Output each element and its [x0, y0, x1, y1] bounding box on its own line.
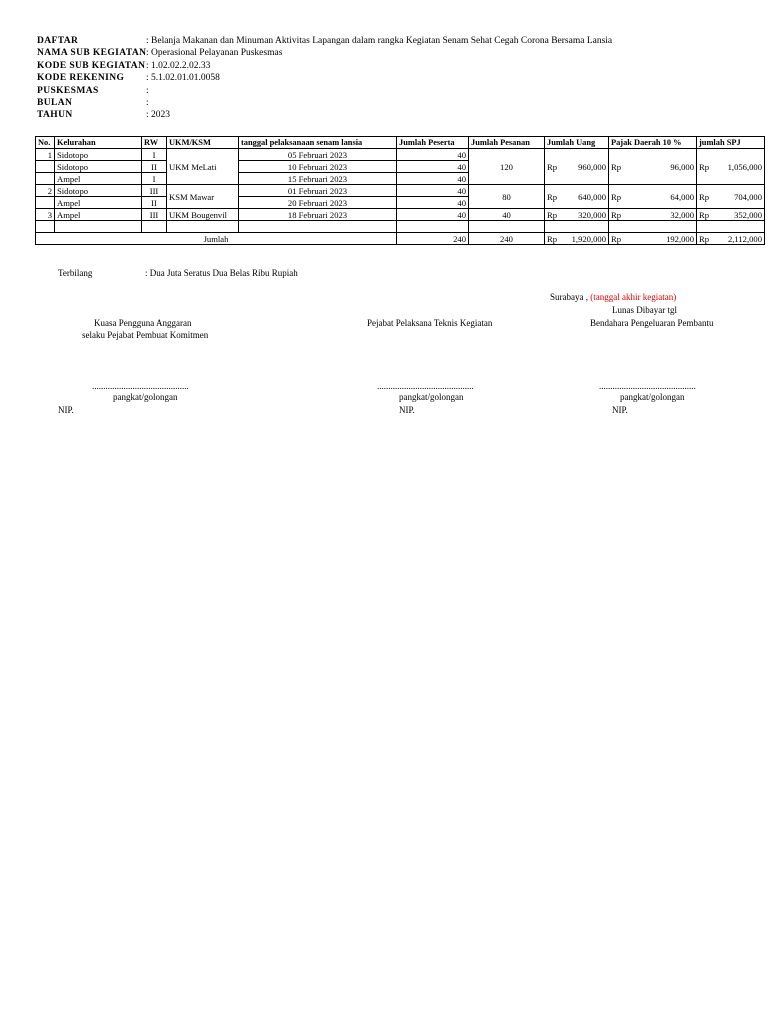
spj-cell — [697, 185, 765, 209]
table-row — [36, 209, 765, 221]
header-label: DAFTAR — [37, 36, 79, 46]
amount-cell-amount: 960,000 — [578, 161, 606, 172]
row-number — [36, 197, 55, 209]
right-rank: pangkat/golongan — [620, 392, 685, 402]
spj-cell-amount: 1,056,000 — [727, 161, 762, 172]
spj-cell-wrap — [699, 192, 762, 202]
date-placeholder: (tanggal akhir kegiatan) — [590, 292, 677, 302]
currency-symbol: Rp — [611, 233, 622, 244]
date-cell: 01 Februari 2023 — [239, 185, 397, 197]
column-header: Pajak Daerah 10 % — [609, 137, 697, 149]
rw-cell: III — [142, 185, 167, 197]
orders-cell: 120 — [469, 149, 545, 185]
header-value: : — [146, 98, 149, 109]
table-header-row — [36, 137, 765, 149]
total-orders: 240 — [469, 233, 545, 245]
currency-symbol: Rp — [611, 209, 622, 220]
header-value: : 5.1.02.01.01.0058 — [146, 73, 220, 84]
right-nip: NIP. — [612, 405, 628, 415]
terbilang-label: Terbilang — [58, 268, 93, 278]
kelurahan-cell: Ampel — [55, 173, 142, 185]
right-name-line: ........................................... — [599, 381, 696, 391]
kelurahan-cell: Sidotopo — [55, 149, 142, 161]
tax-cell — [609, 185, 697, 209]
amount-cell — [545, 149, 609, 185]
amount-cell-wrap — [547, 162, 606, 172]
header-label: BULAN — [37, 98, 73, 109]
amount-cell-amount: 640,000 — [578, 191, 606, 202]
tax-cell-wrap — [611, 192, 694, 202]
middle-nip: NIP. — [399, 405, 415, 415]
row-number — [36, 173, 55, 185]
rw-cell: II — [142, 197, 167, 209]
tax-cell — [609, 149, 697, 185]
blank-cell — [55, 221, 142, 233]
left-nip: NIP. — [58, 405, 74, 415]
kelurahan-cell: Sidotopo — [55, 161, 142, 173]
blank-cell — [239, 221, 397, 233]
date-cell: 05 Februari 2023 — [239, 149, 397, 161]
table-body — [36, 149, 765, 245]
blank-cell — [469, 221, 545, 233]
orders-cell: 40 — [469, 209, 545, 221]
currency-symbol: Rp — [699, 233, 710, 244]
rw-cell: I — [142, 173, 167, 185]
left-rank: pangkat/golongan — [113, 392, 178, 402]
date-cell: 18 Februari 2023 — [239, 209, 397, 221]
column-header: tanggal pelaksanaan senam lansia — [239, 137, 397, 149]
header-row — [37, 85, 612, 97]
total-amount-amount: 1,920,000 — [571, 233, 606, 244]
total-tax-wrap — [611, 234, 694, 244]
kelurahan-cell: Ampel — [55, 197, 142, 209]
header-row — [37, 97, 612, 109]
total-participants: 240 — [397, 233, 469, 245]
header-label: KODE REKENING — [37, 73, 125, 84]
total-tax-amount: 192,000 — [666, 233, 694, 244]
currency-symbol: Rp — [699, 209, 710, 220]
header-value: : Operasional Pelayanan Puskesmas — [146, 48, 283, 59]
total-label: Jumlah — [36, 233, 397, 245]
place-date — [550, 291, 676, 304]
column-header: Jumlah Pesanan — [469, 137, 545, 149]
header-value: : — [146, 85, 149, 96]
currency-symbol: Rp — [699, 161, 710, 172]
participants-cell: 40 — [397, 209, 469, 221]
currency-symbol: Rp — [611, 161, 622, 172]
participants-cell: 40 — [397, 197, 469, 209]
rw-cell: III — [142, 209, 167, 221]
ukm-cell: UKM MeLati — [167, 149, 239, 185]
left-signatory-subtitle: selaku Pejabat Pembuat Komitmen — [82, 330, 209, 340]
header-row — [37, 72, 612, 84]
total-amount-wrap — [547, 234, 606, 244]
spj-cell-wrap — [699, 162, 762, 172]
tax-cell-amount: 96,000 — [670, 161, 694, 172]
header-row — [37, 47, 612, 59]
header-label: NAMA SUB KEGIATAN — [37, 48, 147, 59]
amount-cell — [545, 185, 609, 209]
participants-cell: 40 — [397, 173, 469, 185]
row-number: 2 — [36, 185, 55, 197]
amount-cell-amount: 320,000 — [578, 209, 606, 220]
currency-symbol: Rp — [547, 209, 558, 220]
terbilang-value: : Dua Juta Seratus Dua Belas Ribu Rupiah — [145, 268, 298, 278]
total-amount — [545, 233, 609, 245]
header-value: : 2023 — [146, 110, 171, 121]
left-name-line: ........................................... — [92, 381, 189, 391]
currency-symbol: Rp — [547, 161, 558, 172]
total-row — [36, 233, 765, 245]
paid-note: Lunas Dibayar tgl — [612, 305, 677, 315]
kelurahan-cell: Sidotopo — [55, 185, 142, 197]
blank-cell — [697, 221, 765, 233]
blank-cell — [397, 221, 469, 233]
orders-cell: 80 — [469, 185, 545, 209]
currency-symbol: Rp — [547, 233, 558, 244]
blank-cell — [545, 221, 609, 233]
table-row — [36, 185, 765, 197]
date-cell: 20 Februari 2023 — [239, 197, 397, 209]
tax-cell — [609, 209, 697, 221]
participant-table — [35, 136, 765, 245]
ukm-cell: UKM Bougenvil — [167, 209, 239, 221]
participants-cell: 40 — [397, 161, 469, 173]
row-number: 1 — [36, 149, 55, 161]
amount-cell-wrap — [547, 210, 606, 220]
rw-cell: II — [142, 161, 167, 173]
row-number — [36, 161, 55, 173]
total-tax — [609, 233, 697, 245]
header-label: PUSKESMAS — [37, 85, 99, 96]
header-label: TAHUN — [37, 110, 73, 121]
ukm-cell: KSM Mawar — [167, 185, 239, 209]
blank-cell — [36, 221, 55, 233]
header-value: : Belanja Makanan dan Minuman Aktivitas Lapangan dalam rangka Kegiatan Senam Sehat Cegah Corona Bersama Lansia — [146, 36, 613, 46]
column-header: Jumlah Peserta — [397, 137, 469, 149]
kelurahan-cell: Ampel — [55, 209, 142, 221]
city-text: Surabaya , — [550, 292, 588, 302]
blank-cell — [167, 221, 239, 233]
currency-symbol: Rp — [611, 191, 622, 202]
header-row — [37, 60, 612, 72]
blank-row — [36, 221, 765, 233]
column-header: Jumlah Uang — [545, 137, 609, 149]
document-header — [37, 35, 612, 122]
row-number: 3 — [36, 209, 55, 221]
tax-cell-amount: 64,000 — [670, 191, 694, 202]
blank-cell — [142, 221, 167, 233]
participants-cell: 40 — [397, 185, 469, 197]
tax-cell-amount: 32,000 — [670, 209, 694, 220]
column-header: RW — [142, 137, 167, 149]
amount-cell — [545, 209, 609, 221]
blank-cell — [609, 221, 697, 233]
spj-cell-amount: 704,000 — [734, 191, 762, 202]
participants-cell: 40 — [397, 149, 469, 161]
column-header: UKM/KSM — [167, 137, 239, 149]
left-signatory-title: Kuasa Pengguna Anggaran — [94, 318, 192, 328]
date-cell: 10 Februari 2023 — [239, 161, 397, 173]
total-spj-wrap — [699, 234, 762, 244]
date-cell: 15 Februari 2023 — [239, 173, 397, 185]
right-signatory-title: Bendahara Pengeluaran Pembantu — [590, 318, 714, 328]
table-row — [36, 149, 765, 161]
currency-symbol: Rp — [699, 191, 710, 202]
header-label: KODE SUB KEGIATAN — [37, 60, 146, 71]
rw-cell: I — [142, 149, 167, 161]
header-row — [37, 35, 612, 47]
currency-symbol: Rp — [547, 191, 558, 202]
tax-cell-wrap — [611, 210, 694, 220]
tax-cell-wrap — [611, 162, 694, 172]
column-header: Kelurahan — [55, 137, 142, 149]
total-spj-amount: 2,112,000 — [727, 233, 762, 244]
spj-cell — [697, 149, 765, 185]
total-spj — [697, 233, 765, 245]
column-header: No. — [36, 137, 55, 149]
header-value: : 1.02.02.2.02.33 — [146, 60, 211, 71]
middle-name-line: ........................................... — [377, 381, 474, 391]
spj-cell-wrap — [699, 210, 762, 220]
column-header: jumlah SPJ — [697, 137, 765, 149]
middle-rank: pangkat/golongan — [399, 392, 464, 402]
middle-signatory-title: Pejabat Pelaksana Teknis Kegiatan — [367, 318, 493, 328]
header-row — [37, 109, 612, 121]
spj-cell-amount: 352,000 — [734, 209, 762, 220]
amount-cell-wrap — [547, 192, 606, 202]
spj-cell — [697, 209, 765, 221]
